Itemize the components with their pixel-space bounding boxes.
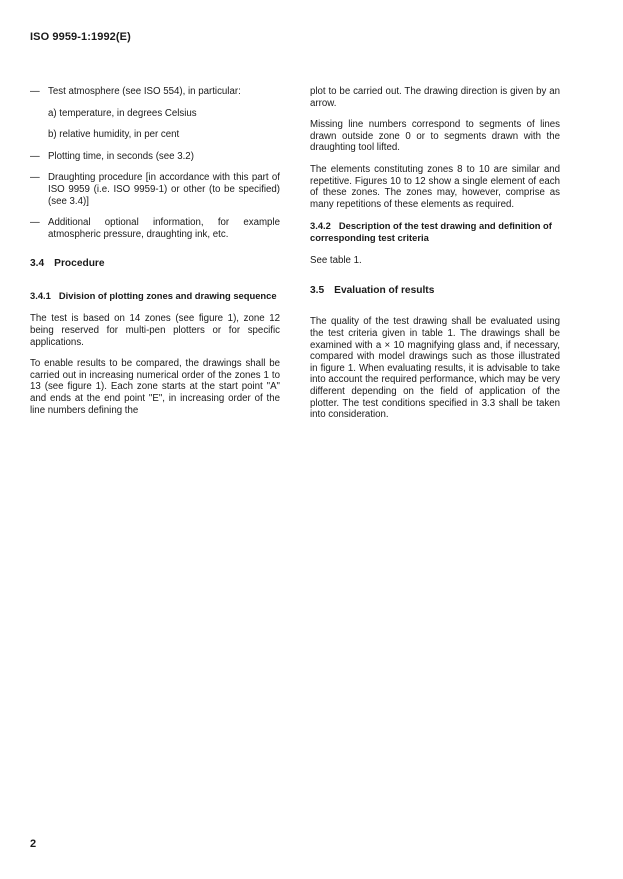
subsection-title: Division of plotting zones and drawing sequence [58, 289, 277, 301]
subsection-number: 3.4.1 [30, 289, 51, 301]
section-title: Evaluation of results [334, 284, 435, 296]
list-item-text: Test atmosphere (see ISO 554), in particular: [48, 86, 241, 97]
paragraph-see-table: See table 1. [310, 255, 362, 267]
section-number: 3.5 [310, 284, 325, 296]
page-number: 2 [30, 838, 37, 850]
subsection-heading-3-4-2 [310, 220, 560, 243]
list-dash: — [30, 86, 40, 97]
list-item-plotting-time [30, 151, 280, 163]
list-dash: — [30, 150, 40, 162]
left-column [30, 86, 280, 426]
sub-item-humidity: b) relative humidity, in per cent [48, 129, 180, 141]
list-dash: — [30, 217, 40, 229]
sub-item-temperature: a) temperature, in degrees Celsius [48, 107, 197, 119]
section-heading-3-5 [310, 285, 560, 297]
subsection-title: Description of the test drawing and definition of corresponding test criteria [310, 220, 552, 243]
list-item-text: Additional optional information, for example atmospheric pressure, draughting ink, etc. [48, 217, 280, 240]
list-item-draughting-procedure [30, 172, 280, 207]
list-item-text: Draughting procedure [in accordance with this part of ISO 9959 (i.e. ISO 9959-1) or other (to be specified) (see 3.4)] [48, 172, 280, 207]
section-title: Procedure [54, 258, 105, 270]
subsection-number: 3.4.2 [310, 220, 331, 232]
list-item-text: Plotting time, in seconds (see 3.2) [48, 150, 194, 162]
paragraph-drawing-order: To enable results to be compared, the drawings shall be carried out in increasing numerical order of the zones 1 to 13 (see figure 1). Each zone starts at the start point "A" and ends at the end point "E", in increasing order of the line numbers defining the [30, 358, 280, 416]
paragraph-missing-lines: Missing line numbers correspond to segments of lines drawn outside zone 0 or to segments drawn with the draughting tool lifted. [310, 119, 560, 154]
section-heading-3-4 [30, 258, 280, 270]
right-column [310, 86, 560, 431]
list-dash: — [30, 172, 40, 184]
paragraph-evaluation: The quality of the test drawing shall be evaluated using the test criteria given in table 1. The drawings shall be examined with a × 10 magnifying glass and, if necessary, compared with model drawings such as those illustrated in figure 1. When evaluating results, it is advisable to take into account the required performance, which may be very different depending on the field of application of the plotter. The test conditions specified in 3.3 shall be taken into consideration. [310, 316, 560, 421]
list-item-test-atmosphere [30, 86, 280, 98]
list-item-additional-info [30, 217, 280, 240]
subsection-heading-3-4-1 [30, 290, 280, 301]
paragraph-zones: The test is based on 14 zones (see figure 1), zone 12 being reserved for multi-pen plotters or for specific applications. [30, 313, 280, 348]
paragraph-repetitive-zones: The elements constituting zones 8 to 10 are similar and repetitive. Figures 10 to 12 show a single element of each of these zones. The zones may, however, comprise as many repetitions of these elements as required. [310, 163, 560, 210]
paragraph-plot-direction: plot to be carried out. The drawing direction is given by an arrow. [310, 86, 560, 109]
document-header: ISO 9959-1:1992(E) [30, 31, 131, 43]
section-number: 3.4 [30, 258, 45, 270]
